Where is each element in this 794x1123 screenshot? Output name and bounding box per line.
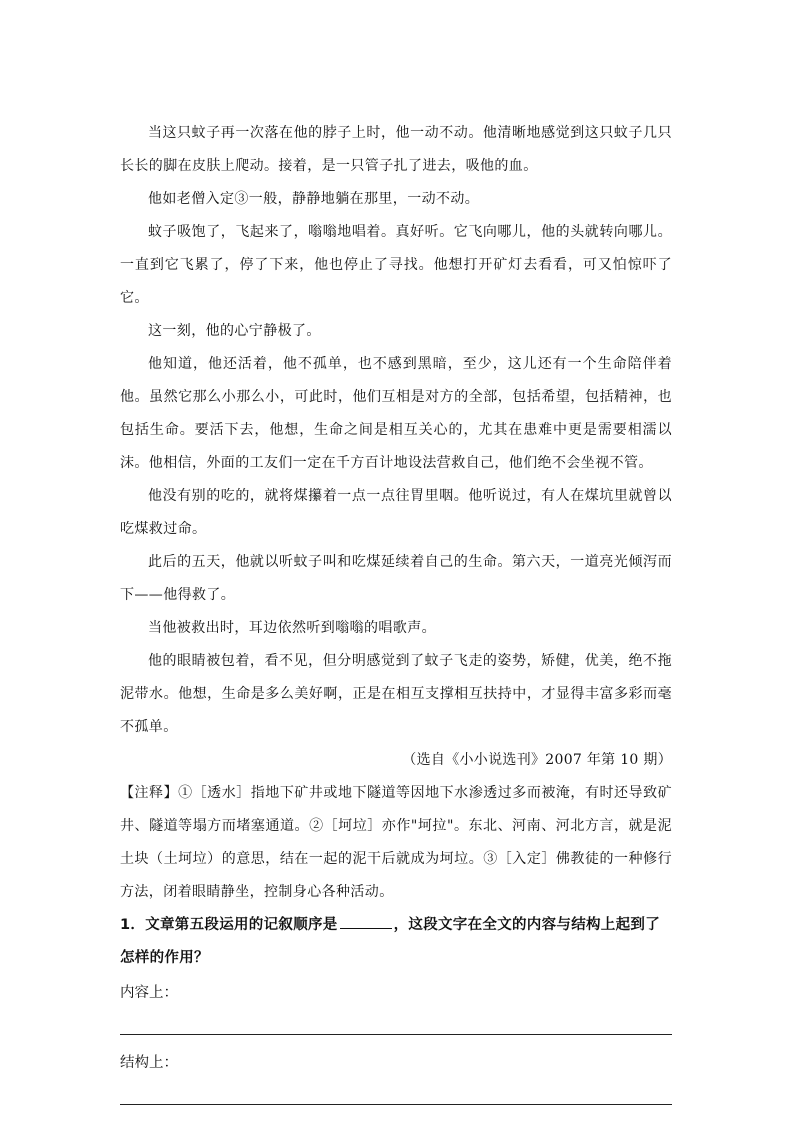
content-answer-line[interactable] <box>120 1010 672 1035</box>
source-citation: （选自《小小说选刊》2007 年第 10 期） <box>402 752 672 768</box>
structure-answer-label: 结构上： <box>120 1055 178 1071</box>
structure-answer-line[interactable] <box>120 1080 672 1105</box>
story-paragraph-9: 他的眼睛被包着，看不见，但分明感觉到了蚊子飞走的姿势，矫健，优美，绝不拖泥带水。他想，生命是多么美好啊，正是在相互支撑相互扶持中，才显得丰富多彩而毫不孤单。 <box>120 653 672 735</box>
story-paragraph-3: 蚊子吸饱了，飞起来了，嗡嗡地唱着。真好听。它飞向哪儿，他的头就转向哪儿。一直到它飞累了，停了下来，他也停止了寻找。他想打开矿灯去看看，可又怕惊吓了它。 <box>120 224 672 306</box>
question-text-after: ，这段文字在全文的内容与结构上起到了怎样的作用？ <box>120 917 661 966</box>
story-paragraph-6: 他没有别的吃的，就将煤攥着一点一点往胃里咽。他听说过，有人在煤坑里就曾以吃煤救过命。 <box>120 488 672 537</box>
annotation-notes: 【注释】①［透水］指地下矿井或地下隧道等因地下水渗透过多而被淹，有时还导致矿井、隧道等塌方而堵塞通道。②［坷垃］亦作"坷拉"。东北、河南、河北方言，就是泥土块（土坷垃）的意思，结在一起的泥干后就成为坷垃。③［入定］佛教徒的一种修行方法，闭着眼睛静坐，控制身心各种活动。 <box>120 785 672 900</box>
story-paragraph-7: 此后的五天，他就以听蚊子叫和吃煤延续着自己的生命。第六天，一道亮光倾泻而下——他得救了。 <box>120 554 672 603</box>
question-1 <box>120 909 672 975</box>
document-content <box>120 117 672 1105</box>
question-number: 1． <box>120 917 146 933</box>
question-text-before: 文章第五段运用的记叙顺序是 <box>145 917 338 933</box>
story-paragraph-8: 当他被救出时，耳边依然听到嗡嗡的唱歌声。 <box>148 620 436 636</box>
content-answer-label: 内容上： <box>120 985 178 1001</box>
answer-blank[interactable] <box>340 914 392 929</box>
story-paragraph-2: 他如老僧入定③一般，静静地躺在那里，一动不动。 <box>148 191 480 207</box>
story-paragraph-1: 当这只蚊子再一次落在他的脖子上时，他一动不动。他清晰地感觉到这只蚊子几只长长的脚在皮肤上爬动。接着，是一只管子扎了进去，吸他的血。 <box>120 125 672 174</box>
story-paragraph-5: 他知道，他还活着，他不孤单，也不感到黑暗，至少，这儿还有一个生命陪伴着他。虽然它那么小那么小，可此时，他们互相是对方的全部，包括希望，包括精神，也包括生命。要活下去，他想，生命之间是相互关心的，尤其在患难中更是需要相濡以沫。他相信，外面的工友们一定在千方百计地设法营救自己，他们绝不会坐视不管。 <box>120 356 672 471</box>
story-paragraph-4: 这一刻，他的心宁静极了。 <box>148 323 321 339</box>
